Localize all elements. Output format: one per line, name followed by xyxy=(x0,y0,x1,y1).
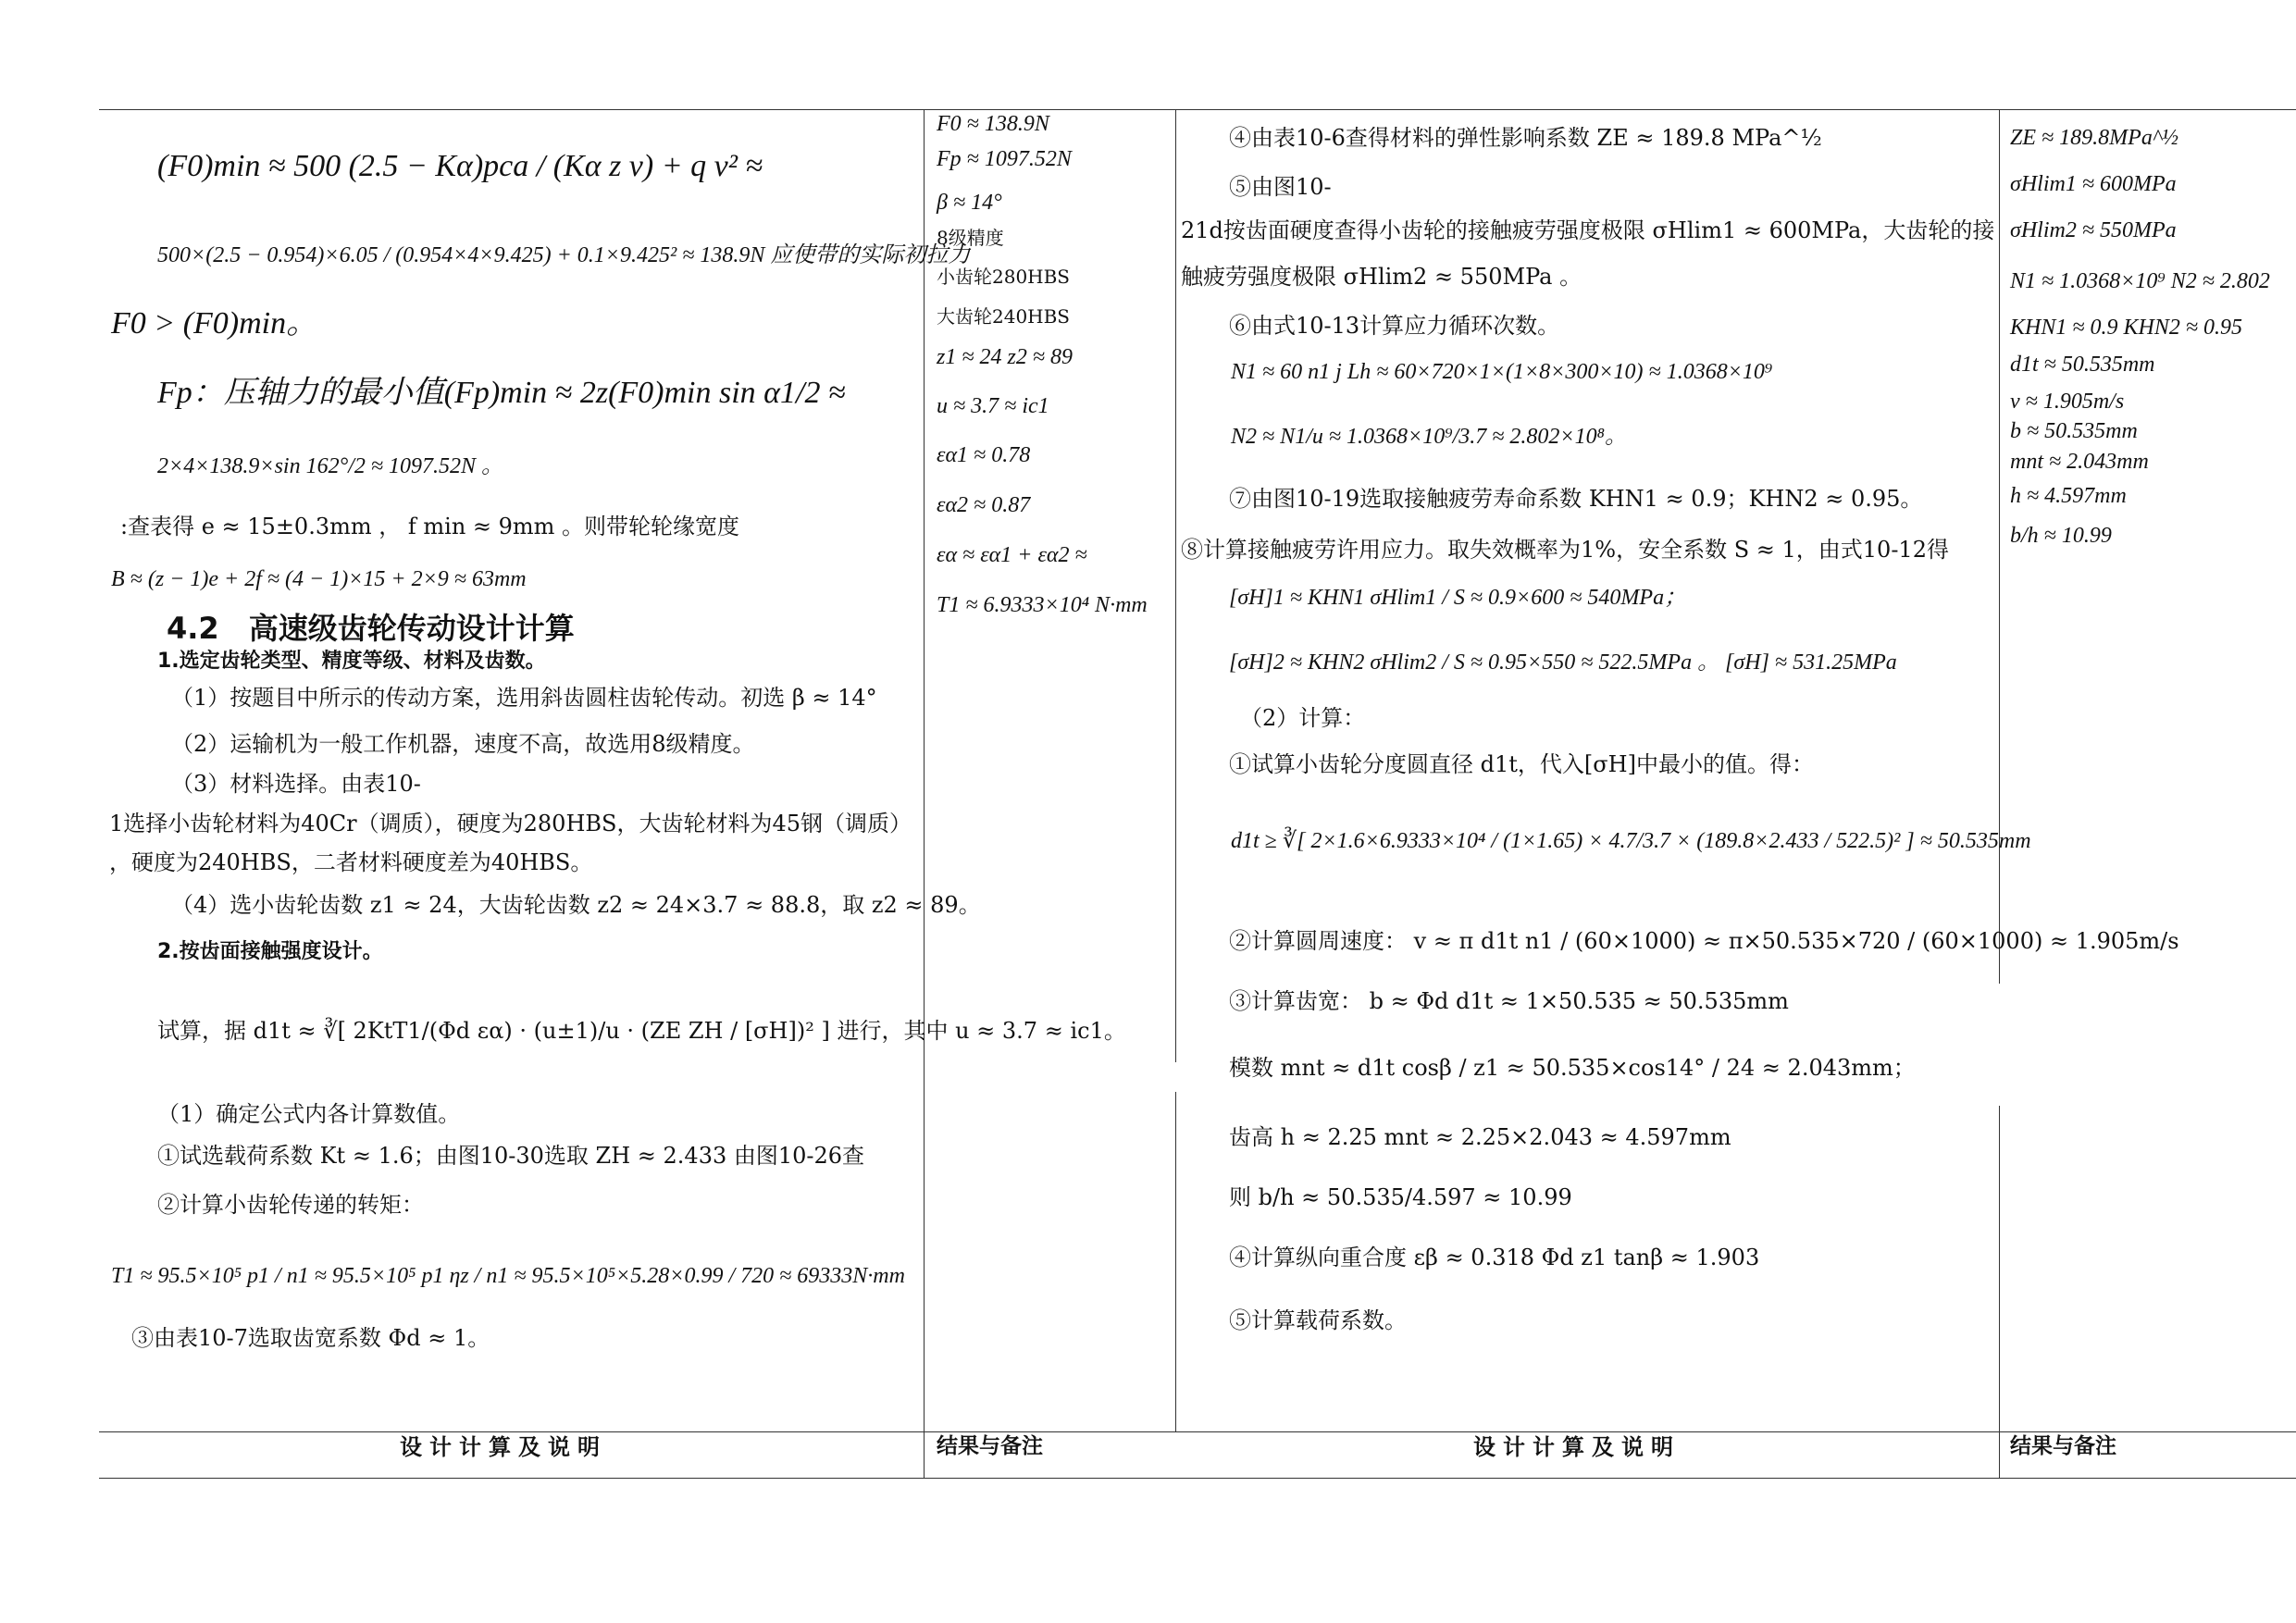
formula-f0-value: 500×(2.5 − 0.954)×6.05 / (0.954×4×9.425) + 0.1×9.425² ≈ 138.9N 应使带的实际初拉力 xyxy=(157,243,971,267)
note-fp: Fp ≈ 1097.52N xyxy=(937,147,1072,171)
formula-d1t-result: d1t ≥ ∛[ 2×1.6×6.9333×10⁴ / (1×1.65) × 4.7/3.7 × (189.8×2.433 / 522.5)² ] ≈ 50.535mm xyxy=(1231,829,2031,853)
section-heading-4-2: 4.2 高速级齿轮传动设计计算 xyxy=(167,611,575,646)
text-contact-limit-2: 触疲劳强度极限 σHlim2 ≈ 550MPa 。 xyxy=(1181,264,1582,290)
text-material-line-2: ，硬度为240HBS，二者材料硬度差为40HBS。 xyxy=(109,849,593,875)
note-n1-n2: N1 ≈ 1.0368×10⁹ N2 ≈ 2.802 xyxy=(2010,269,2270,293)
right-body-divider xyxy=(1175,1092,1176,1431)
formula-n2: N2 ≈ N1/u ≈ 1.0368×10⁹/3.7 ≈ 2.802×10⁸。 xyxy=(1231,425,1627,449)
formula-overlap-ratio: ④计算纵向重合度 εβ ≈ 0.318 Φd z1 tanβ ≈ 1.903 xyxy=(1229,1245,1760,1270)
note-precision: 8级精度 xyxy=(937,227,1004,249)
text-step-2: （2）运输机为一般工作机器，速度不高，故选用8级精度。 xyxy=(171,731,755,757)
formula-fp-value: 2×4×138.9×sin 162°/2 ≈ 1097.52N 。 xyxy=(157,454,504,478)
formula-sigma-h2: [σH]2 ≈ KHN2 σHlim2 / S ≈ 0.95×550 ≈ 522.5MPa 。 [σH] ≈ 531.25MPa xyxy=(1229,650,1897,675)
formula-circumferential-speed: ②计算圆周速度： v ≈ π d1t n1 / (60×1000) ≈ π×50.535×720 / (60×1000) ≈ 1.905m/s xyxy=(1229,928,2179,954)
text-torque-heading: ②计算小齿轮传递的转矩： xyxy=(157,1192,424,1218)
note-sigma-hlim2: σHlim2 ≈ 550MPa xyxy=(2010,218,2177,242)
formula-tooth-height: 齿高 h ≈ 2.25 mnt ≈ 2.25×2.043 ≈ 4.597mm xyxy=(1229,1124,1731,1150)
formula-sigma-h1: [σH]1 ≈ KHN1 σHlim1 / S ≈ 0.9×600 ≈ 540MPa； xyxy=(1229,586,1687,610)
note-ratio: u ≈ 3.7 ≈ ic1 xyxy=(937,394,1049,418)
footer-left-main: 设计计算及说明 xyxy=(400,1434,607,1460)
subheading-contact-strength: 2.按齿面接触强度设计。 xyxy=(157,940,383,963)
note-epsilon-a1: εα1 ≈ 0.78 xyxy=(937,443,1031,467)
note-ze: ZE ≈ 189.8MPa^½ xyxy=(2010,126,2178,150)
left-column-divider xyxy=(924,109,925,1478)
text-trial-diameter: ①试算小齿轮分度圆直径 d1t，代入[σH]中最小的值。得： xyxy=(1229,751,1814,777)
text-stress-cycles: ⑥由式10-13计算应力循环次数。 xyxy=(1229,313,1560,339)
text-fig-10: ⑤由图10- xyxy=(1229,174,1332,200)
text-lookup-e-f: :查表得 e ≈ 15±0.3mm ， f min ≈ 9mm 。则带轮轮缘宽度 xyxy=(120,514,740,539)
note-sigma-hlim1: σHlim1 ≈ 600MPa xyxy=(2010,172,2177,196)
note-epsilon-a: εα ≈ εα1 + εα2 ≈ xyxy=(937,543,1087,567)
text-step-3: （3）材料选择。由表10- xyxy=(171,771,421,797)
text-load-factor-heading: ⑤计算载荷系数。 xyxy=(1229,1307,1407,1333)
note-h: h ≈ 4.597mm xyxy=(2010,484,2127,508)
text-life-factor: ⑦由图10-19选取接触疲劳寿命系数 KHN1 ≈ 0.9；KHN2 ≈ 0.95。 xyxy=(1229,486,1923,512)
text-determine-values: （1）确定公式内各计算数值。 xyxy=(157,1101,461,1127)
formula-fp-min: Fp：压轴力的最小值(Fp)min ≈ 2z(F0)min sin α1/2 ≈ xyxy=(157,376,846,410)
text-material-line-1: 1选择小齿轮材料为40Cr（调质），硬度为280HBS，大齿轮材料为45钢（调质） xyxy=(109,811,912,836)
note-torque: T1 ≈ 6.9333×10⁴ N·mm xyxy=(937,593,1148,617)
formula-f0-condition: F0 > (F0)min。 xyxy=(111,306,318,341)
text-step-1: （1）按题目中所示的传动方案，选用斜齿圆柱齿轮传动。初选 β ≈ 14° xyxy=(171,685,877,711)
text-elastic-coefficient: ④由表10-6查得材料的弹性影响系数 ZE ≈ 189.8 MPa^½ xyxy=(1229,125,1822,151)
note-khn: KHN1 ≈ 0.9 KHN2 ≈ 0.95 xyxy=(2010,316,2243,340)
text-calc-heading: （2）计算： xyxy=(1240,705,1366,731)
footer-bottom-rule xyxy=(99,1478,2296,1479)
note-b-over-h: b/h ≈ 10.99 xyxy=(2010,524,2112,548)
footer-top-rule xyxy=(99,1431,2296,1432)
note-teeth: z1 ≈ 24 z2 ≈ 89 xyxy=(937,345,1074,369)
note-f0: F0 ≈ 138.9N xyxy=(937,112,1049,136)
note-b: b ≈ 50.535mm xyxy=(2010,419,2138,443)
note-v: v ≈ 1.905m/s xyxy=(2010,390,2125,414)
note-pinion-hardness: 小齿轮280HBS xyxy=(937,266,1071,288)
right-column-divider-lower xyxy=(1999,1106,2000,1478)
formula-f0-min: (F0)min ≈ 500 (2.5 − Kα)pca / (Kα z v) + q v² ≈ xyxy=(157,149,763,183)
formula-b-over-h: 则 b/h ≈ 50.535/4.597 ≈ 10.99 xyxy=(1229,1184,1572,1210)
note-gear-hardness: 大齿轮240HBS xyxy=(937,305,1071,328)
formula-n1: N1 ≈ 60 n1 j Lh ≈ 60×720×1×(1×8×300×10) ≈ 1.0368×10⁹ xyxy=(1231,360,1773,384)
text-contact-limit-1: 21d按齿面硬度查得小齿轮的接触疲劳强度极限 σHlim1 ≈ 600MPa，大齿轮的接 xyxy=(1181,217,1995,243)
footer-right-note: 结果与备注 xyxy=(2010,1434,2116,1458)
text-allowable-stress: ⑧计算接触疲劳许用应力。取失效概率为1%，安全系数 S ≈ 1，由式10-12得 xyxy=(1181,537,1949,563)
text-face-width-coefficient: ③由表10-7选取齿宽系数 Φd ≈ 1。 xyxy=(131,1325,490,1351)
formula-rim-width: B ≈ (z − 1)e + 2f ≈ (4 − 1)×15 + 2×9 ≈ 63mm xyxy=(111,567,527,591)
note-beta: β ≈ 14° xyxy=(937,191,1002,215)
note-mnt: mnt ≈ 2.043mm xyxy=(2010,450,2149,474)
formula-torque: T1 ≈ 95.5×10⁵ p1 / n1 ≈ 95.5×10⁵ p1 ηz / n1 ≈ 95.5×10⁵×5.28×0.99 / 720 ≈ 69333N·mm xyxy=(111,1264,905,1288)
middle-inner-divider xyxy=(1175,109,1176,1062)
formula-trial-d1t: 试算，据 d1t ≈ ∛[ 2KtT1/(Φd εα) · (u±1)/u · (ZE ZH / [σH])² ] 进行，其中 u ≈ 3.7 ≈ ic1。 xyxy=(157,1018,1126,1044)
formula-module: 模数 mnt ≈ d1t cosβ / z1 ≈ 50.535×cos14° / 24 ≈ 2.043mm； xyxy=(1229,1055,1916,1081)
formula-face-width: ③计算齿宽： b ≈ Φd d1t ≈ 1×50.535 ≈ 50.535mm xyxy=(1229,988,1789,1014)
footer-right-main: 设计计算及说明 xyxy=(1473,1434,1681,1460)
top-rule xyxy=(99,109,2296,110)
footer-left-note: 结果与备注 xyxy=(937,1434,1043,1458)
note-epsilon-a2: εα2 ≈ 0.87 xyxy=(937,493,1031,517)
note-d1t: d1t ≈ 50.535mm xyxy=(2010,353,2155,377)
subheading-gear-type: 1.选定齿轮类型、精度等级、材料及齿数。 xyxy=(157,650,546,673)
text-load-factor: ①试选载荷系数 Kt ≈ 1.6；由图10-30选取 ZH ≈ 2.433 由图10-26查 xyxy=(157,1143,865,1169)
text-step-4-teeth: （4）选小齿轮齿数 z1 ≈ 24，大齿轮齿数 z2 ≈ 24×3.7 ≈ 88.8，取 z2 ≈ 89。 xyxy=(171,892,981,918)
